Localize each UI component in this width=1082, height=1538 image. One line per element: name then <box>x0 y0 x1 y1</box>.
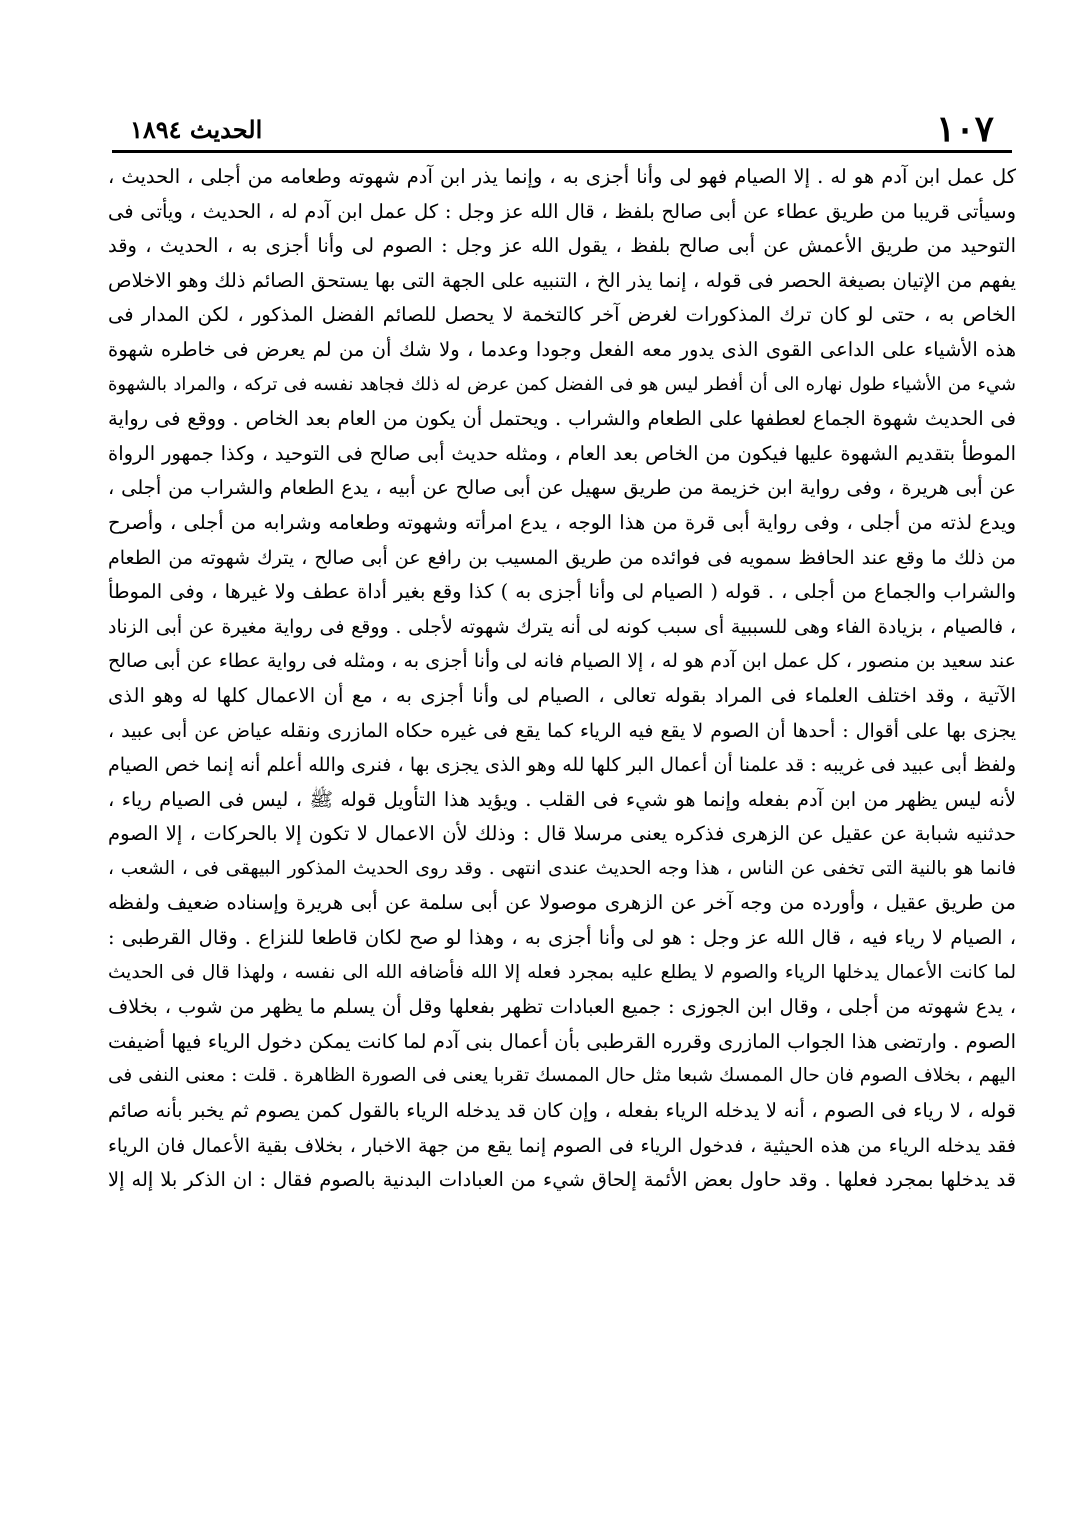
text-line-27: اليهم ، بخلاف الصوم فان حال الممسك شبعا مثل حال الممسك تقربا يعنى فى الصورة الظاهرة . قلت : معنى النفى فى <box>108 1065 1016 1087</box>
header-rule <box>112 150 1012 153</box>
body-text <box>108 160 1016 1460</box>
text-line-30: قد يدخلها بمجرد فعلها . وقد حاول بعض الأئمة إلحاق شيء من العبادات البدنية بالصوم فقال : ان الذكر بلا إله إلا <box>108 1168 1016 1192</box>
text-line-24: لما كانت الأعمال يدخلها الرياء والصوم لا يطلع عليه بمجرد فعله إلا الله فأضافه الله الى نفسه ، ولهذا قال فى الحديث <box>108 961 1016 983</box>
text-line-23: ، الصيام لا رياء فيه ، قال الله عز وجل : هو لى وأنا أجزى به ، وهذا لو صح لكان قاطعا للنزاع . وقال القرطبى : <box>108 926 1016 950</box>
text-line-13: والشراب والجماع من أجلى ، . قوله ( الصيام لى وأنا أجزى به ) كذا وقع بغير أداة عطف ولا غيرها ، وفى الموطأ <box>108 580 1016 604</box>
text-line-15: عند سعيد بن منصور ، كل عمل ابن آدم هو له ، إلا الصيام فانه لى وأنا أجزى به ، ومثله فى رواية عطاء عن أبى صالح <box>108 650 1016 673</box>
text-line-1: كل عمل ابن آدم هو له . إلا الصيام فهو لى وأنا أجزى به ، وإنما يذر ابن آدم شهوته وطعامه من أجلى ، الحديث ، <box>108 165 1016 188</box>
text-line-26: الصوم . وارتضى هذا الجواب المازرى وقرره القرطبى بأن أعمال بنى آدم لما كانت يمكن دخول الرياء فيها أضيفت <box>108 1029 1016 1053</box>
text-line-7: شيء من الأشياء طول نهاره الى أن أفطر ليس هو فى الفضل كمن عرض له ذلك فجاهد نفسه فى تركه ، والمراد بالشهوة <box>108 373 1016 395</box>
text-line-10: عن أبى هريرة ، وفى رواية ابن خزيمة من طريق سهيل عن أبى صالح عن أبيه ، يدع الطعام والشراب من أجلى ، <box>108 476 1016 500</box>
text-line-21: فانما هو بالنية التى تخفى عن الناس ، هذا وجه الحديث عندى انتهى . وقد روى الحديث المذكور البيهقى فى ، الشعب ، <box>108 857 1016 879</box>
text-line-14: ، فالصيام ، بزيادة الفاء وهى للسببية أى سبب كونه لى أنه يترك شهوته لأجلى . ووقع فى رواية مغيرة عن أبى الزناد <box>108 615 1016 638</box>
text-line-16: الآتية ، وقد اختلف العلماء فى المراد بقوله تعالى ، الصيام لى وأنا أجزى به ، مع أن الاعمال كلها له وهو الذى <box>108 683 1016 707</box>
text-line-19: لأنه ليس يظهر من ابن آدم بفعله وإنما هو شيء فى القلب . ويؤيد هذا التأويل قوله ﷺ ، ليس فى الصيام رياء ، <box>108 787 1016 811</box>
page-number: ١٠٧ <box>935 108 994 150</box>
text-line-28: قوله ، لا رياء فى الصوم ، أنه لا يدخله الرياء بفعله ، وإن كان قد يدخله الرياء بالقول كمن يصوم ثم يخبر بأنه صائم <box>108 1099 1016 1123</box>
text-line-12: من ذلك ما وقع عند الحافظ سمويه فى فوائده من طريق المسيب بن رافع عن أبى صالح ، يترك شهوته من الطعام <box>108 546 1016 569</box>
text-line-20: حدثنيه شبابة عن عقيل عن الزهرى فذكره يعنى مرسلا قال : وذلك لأن الاعمال لا تكون إلا بالحركات ، إلا الصوم <box>108 822 1016 846</box>
text-line-8: فى الحديث شهوة الجماع لعطفها على الطعام والشراب . ويحتمل أن يكون من العام بعد الخاص . ووقع فى رواية <box>108 407 1016 431</box>
text-line-2: وسيأتى قريبا من طريق عطاء عن أبى صالح بلفظ ، قال الله عز وجل : كل عمل ابن آدم له ، الحديث ، ويأتى فى <box>108 199 1016 223</box>
running-title: الحديث ١٨٩٤ <box>130 115 263 144</box>
text-line-29: فقد يدخله الرياء من هذه الحيثية ، فدخول الرياء فى الصوم إنما يقع من جهة الاخبار ، بخلاف بقية الأعمال فان الرياء <box>108 1134 1016 1157</box>
text-line-4: يفهم من الإتيان بصيغة الحصر فى قوله ، إنما يذر الخ ، التنبيه على الجهة التى بها يستحق الصائم ذلك وهو الاخلاص <box>108 268 1016 292</box>
page-header <box>112 108 1012 150</box>
text-line-17: يجزى بها على أقوال : أحدها أن الصوم لا يقع فيه الرياء كما يقع فى غيره حكاه المازرى ونقله عياض عن أبى عبيد ، <box>108 719 1016 742</box>
text-line-22: من طريق عقيل ، وأورده من وجه آخر عن الزهرى موصولا عن أبى سلمة عن أبى هريرة وإسناده ضعيف ولفظه <box>108 891 1016 915</box>
text-line-3: التوحيد من طريق الأعمش عن أبى صالح بلفظ ، يقول الله عز وجل : الصوم لى وأنا أجزى به ، الحديث ، وقد <box>108 234 1016 258</box>
text-line-18: ولفظ أبى عبيد فى غريبه : قد علمنا أن أعمال البر كلها لله وهو الذى يجزى بها ، فنرى والله أعلم أنه إنما خص الصيام <box>108 754 1016 777</box>
text-line-5: الخاص به ، حتى لو كان ترك المذكورات لغرض آخر كالتخمة لا يحصل للصائم الفضل المذكور ، لكن المدار فى <box>108 303 1016 327</box>
text-line-6: هذه الأشياء على الداعى القوى الذى يدور معه الفعل وجودا وعدما ، ولا شك أن من لم يعرض فى خاطره شهوة <box>108 337 1016 361</box>
text-line-25: ، يدع شهوته من أجلى ، وقال ابن الجوزى : جميع العبادات تظهر بفعلها وقل أن يسلم ما يظهر من شوب ، بخلاف <box>108 995 1016 1019</box>
text-line-11: ويدع لذته من أجلى ، وفى رواية أبى قرة من هذا الوجه ، يدع امرأته وشهوته وطعامه وشرابه من أجلى ، وأصرح <box>108 510 1016 534</box>
text-line-9: الموطأ بتقديم الشهوة عليها فيكون من الخاص بعد العام ، ومثله حديث أبى صالح فى التوحيد ، وكذا جمهور الرواة <box>108 441 1016 465</box>
